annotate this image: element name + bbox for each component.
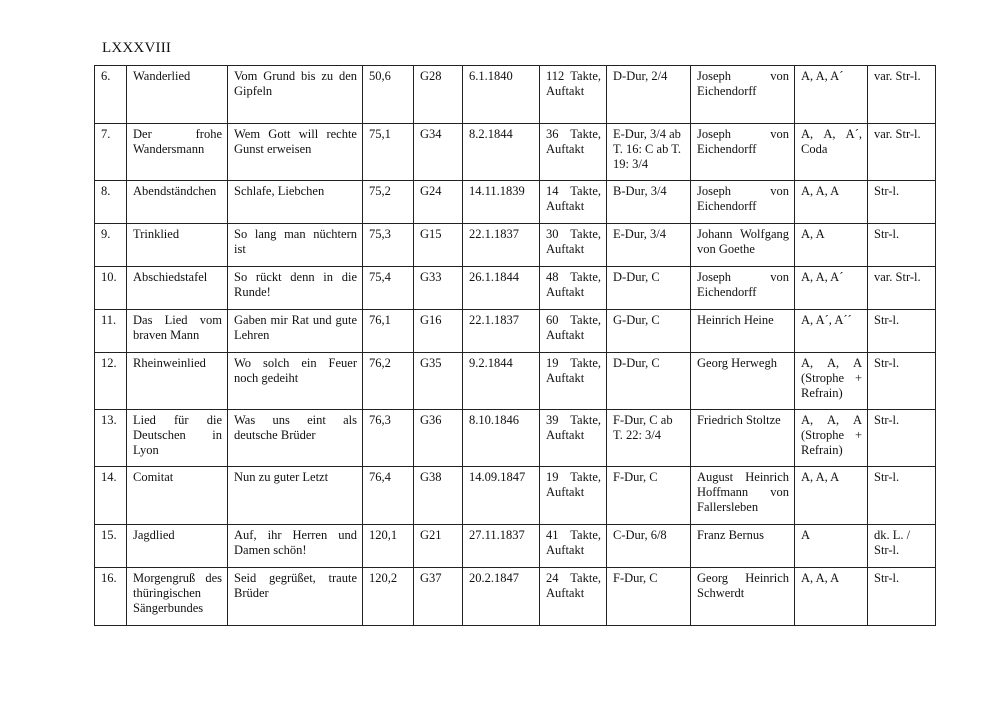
cell-text-incipit: Gaben mir Rat und gute Lehren [228,310,363,353]
cell-length: 24 Takte, Auftakt [540,568,607,626]
song-table-body [95,66,936,626]
cell-text-incipit: Seid gegrüßet, traute Brüder [228,568,363,626]
table-row [95,124,936,181]
table-row [95,66,936,124]
cell-number: 14. [95,467,127,525]
cell-title: Comitat [127,467,228,525]
cell-length: 36 Takte, Auftakt [540,124,607,181]
cell-key-meter: E-Dur, 3/4 [607,224,691,267]
cell-form: A, A, A (Strophe + Refrain) [795,353,868,410]
cell-form: A, A [795,224,868,267]
cell-catalog-no: G28 [414,66,463,124]
cell-key-meter: D-Dur, 2/4 [607,66,691,124]
cell-form: A, A, A´, Coda [795,124,868,181]
cell-text-incipit: Auf, ihr Herren und Damen schön! [228,525,363,568]
cell-text-incipit: So lang man nüchtern ist [228,224,363,267]
cell-number: 15. [95,525,127,568]
cell-poet: August Heinrich Hoffmann von Fallersleben [691,467,795,525]
cell-song-type: Str-l. [868,353,936,410]
cell-date: 14.11.1839 [463,181,540,224]
cell-number: 11. [95,310,127,353]
cell-song-type: Str-l. [868,224,936,267]
cell-text-incipit: Nun zu guter Letzt [228,467,363,525]
table-row [95,568,936,626]
table-row [95,267,936,310]
cell-song-type: Str-l. [868,181,936,224]
cell-opus: 75,4 [363,267,414,310]
cell-song-type: var. Str-l. [868,267,936,310]
cell-number: 6. [95,66,127,124]
cell-date: 20.2.1847 [463,568,540,626]
cell-song-type: var. Str-l. [868,66,936,124]
cell-catalog-no: G37 [414,568,463,626]
cell-catalog-no: G35 [414,353,463,410]
cell-poet: Joseph von Eichendorff [691,66,795,124]
cell-song-type: Str-l. [868,310,936,353]
cell-number: 7. [95,124,127,181]
cell-poet: Joseph von Eichendorff [691,181,795,224]
cell-title: Lied für die Deutschen in Lyon [127,410,228,467]
table-row [95,525,936,568]
cell-date: 8.2.1844 [463,124,540,181]
cell-song-type: dk. L. / Str-l. [868,525,936,568]
cell-date: 14.09.1847 [463,467,540,525]
cell-title: Jagdlied [127,525,228,568]
cell-text-incipit: Schlafe, Liebchen [228,181,363,224]
cell-number: 9. [95,224,127,267]
cell-title: Rheinweinlied [127,353,228,410]
cell-opus: 75,1 [363,124,414,181]
cell-key-meter: G-Dur, C [607,310,691,353]
cell-date: 9.2.1844 [463,353,540,410]
cell-poet: Johann Wolfgang von Goethe [691,224,795,267]
cell-key-meter: F-Dur, C [607,568,691,626]
cell-catalog-no: G24 [414,181,463,224]
cell-date: 8.10.1846 [463,410,540,467]
cell-song-type: Str-l. [868,467,936,525]
cell-song-type: Str-l. [868,410,936,467]
cell-length: 30 Takte, Auftakt [540,224,607,267]
cell-text-incipit: Wo solch ein Feuer noch gedeiht [228,353,363,410]
cell-poet: Franz Bernus [691,525,795,568]
cell-poet: Georg Herwegh [691,353,795,410]
cell-opus: 76,4 [363,467,414,525]
cell-title: Der frohe Wandersmann [127,124,228,181]
cell-opus: 76,3 [363,410,414,467]
cell-key-meter: F-Dur, C [607,467,691,525]
cell-key-meter: C-Dur, 6/8 [607,525,691,568]
cell-form: A, A, A´ [795,66,868,124]
table-row [95,353,936,410]
cell-opus: 120,2 [363,568,414,626]
cell-length: 39 Takte, Auftakt [540,410,607,467]
cell-length: 112 Takte, Auftakt [540,66,607,124]
cell-key-meter: B-Dur, 3/4 [607,181,691,224]
cell-number: 13. [95,410,127,467]
table-row [95,467,936,525]
cell-form: A, A, A [795,181,868,224]
cell-title: Abendständchen [127,181,228,224]
table-row [95,310,936,353]
cell-opus: 75,2 [363,181,414,224]
cell-song-type: var. Str-l. [868,124,936,181]
cell-date: 26.1.1844 [463,267,540,310]
cell-date: 6.1.1840 [463,66,540,124]
cell-number: 10. [95,267,127,310]
cell-length: 19 Takte, Auftakt [540,353,607,410]
cell-form: A, A´, A´´ [795,310,868,353]
cell-key-meter: E-Dur, 3/4 ab T. 16: C ab T. 19: 3/4 [607,124,691,181]
cell-title: Das Lied vom braven Mann [127,310,228,353]
cell-catalog-no: G38 [414,467,463,525]
cell-poet: Georg Heinrich Schwerdt [691,568,795,626]
cell-text-incipit: Wem Gott will rechte Gunst erweisen [228,124,363,181]
cell-date: 22.1.1837 [463,310,540,353]
cell-form: A, A, A (Strophe + Refrain) [795,410,868,467]
cell-length: 19 Takte, Auftakt [540,467,607,525]
cell-key-meter: D-Dur, C [607,353,691,410]
cell-number: 12. [95,353,127,410]
cell-date: 27.11.1837 [463,525,540,568]
cell-title: Trinklied [127,224,228,267]
cell-opus: 50,6 [363,66,414,124]
cell-catalog-no: G34 [414,124,463,181]
table-row [95,410,936,467]
cell-opus: 76,1 [363,310,414,353]
cell-title: Abschiedstafel [127,267,228,310]
table-row [95,181,936,224]
song-table [94,65,936,626]
cell-text-incipit: Vom Grund bis zu den Gipfeln [228,66,363,124]
cell-key-meter: F-Dur, C ab T. 22: 3/4 [607,410,691,467]
cell-form: A, A, A´ [795,267,868,310]
cell-opus: 120,1 [363,525,414,568]
cell-form: A [795,525,868,568]
cell-poet: Joseph von Eichendorff [691,267,795,310]
cell-length: 41 Takte, Auftakt [540,525,607,568]
cell-text-incipit: Was uns eint als deutsche Brüder [228,410,363,467]
cell-length: 14 Takte, Auftakt [540,181,607,224]
table-row [95,224,936,267]
cell-number: 8. [95,181,127,224]
cell-length: 48 Takte, Auftakt [540,267,607,310]
cell-form: A, A, A [795,467,868,525]
cell-poet: Heinrich Heine [691,310,795,353]
page-number: LXXXVIII [102,40,172,56]
cell-song-type: Str-l. [868,568,936,626]
cell-catalog-no: G36 [414,410,463,467]
cell-poet: Joseph von Eichendorff [691,124,795,181]
cell-title: Wanderlied [127,66,228,124]
cell-number: 16. [95,568,127,626]
cell-opus: 75,3 [363,224,414,267]
cell-catalog-no: G21 [414,525,463,568]
cell-poet: Friedrich Stoltze [691,410,795,467]
cell-catalog-no: G15 [414,224,463,267]
cell-catalog-no: G16 [414,310,463,353]
cell-catalog-no: G33 [414,267,463,310]
cell-title: Morgengruß des thüringischen Sängerbundes [127,568,228,626]
cell-date: 22.1.1837 [463,224,540,267]
cell-length: 60 Takte, Auftakt [540,310,607,353]
cell-opus: 76,2 [363,353,414,410]
cell-text-incipit: So rückt denn in die Runde! [228,267,363,310]
cell-form: A, A, A [795,568,868,626]
cell-key-meter: D-Dur, C [607,267,691,310]
